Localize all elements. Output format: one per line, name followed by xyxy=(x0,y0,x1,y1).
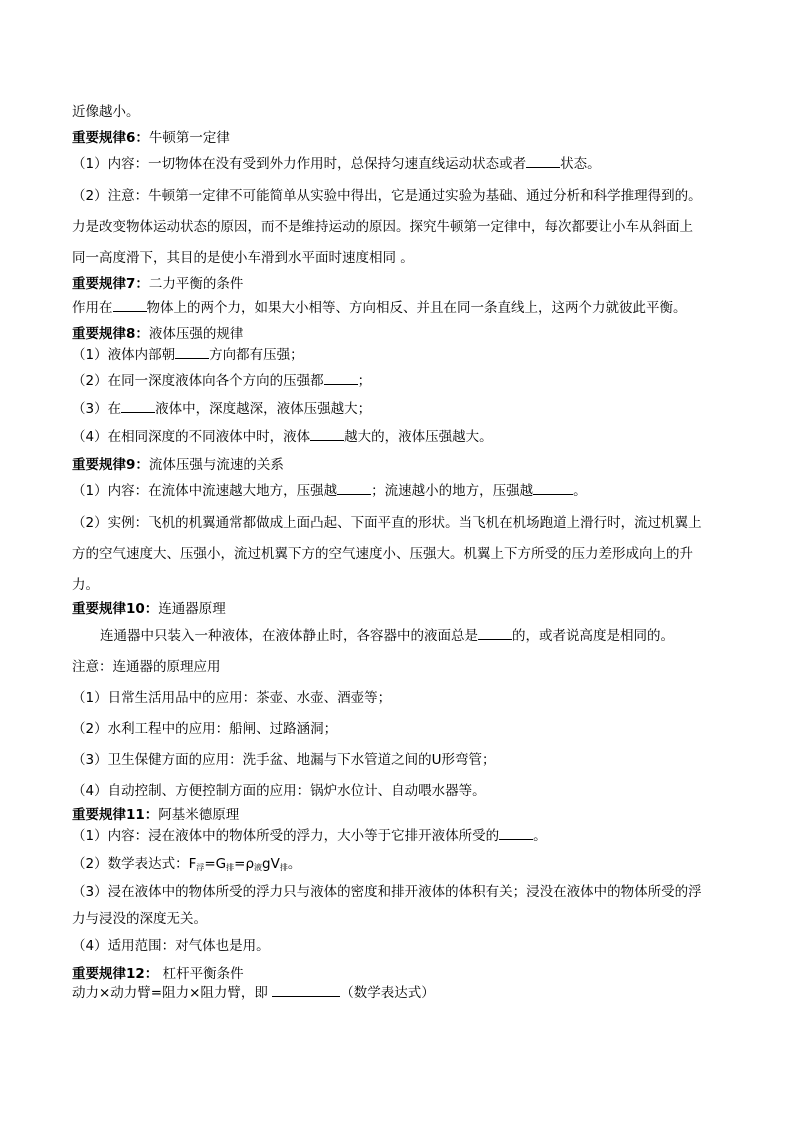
rule-name: 流体压强与流速的关系 xyxy=(148,457,284,473)
text-line: （2）注意：牛顿第一定律不可能简单从实验中得出，它是通过实验为基础、通过分析和科学推理得到的。 xyxy=(72,188,702,204)
fill-blank[interactable] xyxy=(272,984,340,997)
rule-label: 重要规律10： xyxy=(72,601,159,617)
rule-name: 牛顿第一定律 xyxy=(148,130,230,146)
rule-11-heading xyxy=(72,806,732,824)
formula-line: （2）数学表达式：$F_浮=G_排=\rho_液gV_排$。 xyxy=(72,856,302,872)
text-line: 同一高度滑下，其目的是使小车滑到水平面时速度相同 。 xyxy=(72,250,414,266)
rule-name: 阿基米德原理 xyxy=(158,807,240,823)
fill-blank[interactable] xyxy=(310,428,344,441)
fill-blank[interactable] xyxy=(499,827,533,840)
fill-blank[interactable] xyxy=(113,299,147,312)
text-line: 近像越小。 xyxy=(72,104,140,120)
text-line: （1）内容：在流体中流速越大地方，压强越 ；流速越小的地方，压强越 。 xyxy=(72,483,587,499)
text-line: （3）卫生保健方面的应用：洗手盆、地漏与下水管道之间的U形弯管； xyxy=(72,752,496,768)
rule-label: 重要规律7： xyxy=(72,276,149,292)
fill-blank[interactable] xyxy=(121,400,155,413)
rule-label: 重要规律6： xyxy=(72,130,149,146)
rule-name: 杠杆平衡条件 xyxy=(158,966,244,982)
text-line: （2）在同一深度液体向各个方向的压强都 ； xyxy=(72,373,372,389)
text-line: 注意：连通器的原理应用 xyxy=(72,659,221,675)
fill-blank[interactable] xyxy=(337,482,371,495)
rule-10-heading xyxy=(72,600,732,618)
rule-name: 二力平衡的条件 xyxy=(148,276,244,292)
rule-12-heading xyxy=(72,965,732,983)
fill-blank[interactable] xyxy=(526,155,560,168)
text-line: （2）水利工程中的应用：船闸、过路涵洞； xyxy=(72,721,338,737)
text-line: 作用在 物体上的两个力，如果大小相等、方向相反、并且在同一条直线上，这两个力就彼此平衡。 xyxy=(72,300,687,316)
text-line: 动力×动力臂=阻力×阻力臂，即 （数学表达式） xyxy=(72,985,435,1001)
text-line: （4）自动控制、方便控制方面的应用：锅炉水位计、自动喂水器等。 xyxy=(72,783,486,799)
text-line: 力。 xyxy=(72,577,99,593)
rule-label: 重要规律9： xyxy=(72,457,149,473)
rule-7-heading xyxy=(72,275,732,293)
text-line: 力与浸没的深度无关。 xyxy=(72,911,207,927)
text-line: （2）实例：飞机的机翼通常都做成上面凸起、下面平直的形状。当飞机在机场跑道上滑行时，流过机翼上 xyxy=(72,515,702,531)
text-line: 方的空气速度大、压强小，流过机翼下方的空气速度小、压强大。机翼上下方所受的压力差形成向上的升 xyxy=(72,546,693,562)
text-line: （4）在相同深度的不同液体中时，液体 越大的，液体压强越大。 xyxy=(72,429,493,445)
rule-9-heading xyxy=(72,456,732,474)
text-line: （3）浸在液体中的物体所受的浮力只与液体的密度和排开液体的体积有关；浸没在液体中的物体所受的浮 xyxy=(72,884,702,900)
rule-label: 重要规律12： xyxy=(72,966,159,982)
rule-label: 重要规律11： xyxy=(72,807,159,823)
text-line: 力是改变物体运动状态的原因，而不是维持运动的原因。探究牛顿第一定律中，每次都要让小车从斜面上 xyxy=(72,219,693,235)
rule-6-heading xyxy=(72,129,732,147)
fill-blank[interactable] xyxy=(324,372,358,385)
text-line: （1）液体内部朝 方向都有压强； xyxy=(72,347,304,363)
fill-blank[interactable] xyxy=(478,627,512,640)
rule-8-heading xyxy=(72,325,732,343)
fill-blank[interactable] xyxy=(175,346,209,359)
text-line: 连通器中只装入一种液体，在液体静止时，各容器中的液面总是 的，或者说高度是相同的。 xyxy=(100,628,674,644)
rule-name: 液体压强的规律 xyxy=(148,326,244,342)
text-line: （1）内容：浸在液体中的物体所受的浮力，大小等于它排开液体所受的 。 xyxy=(72,828,547,844)
rule-name: 连通器原理 xyxy=(158,601,226,617)
text-line: （4）适用范围：对气体也是用。 xyxy=(72,938,270,954)
text-line: （1）日常生活用品中的应用：茶壶、水壶、酒壶等； xyxy=(72,690,392,706)
text-line: （1）内容：一切物体在没有受到外力作用时，总保持匀速直线运动状态或者 状态。 xyxy=(72,156,601,172)
fill-blank[interactable] xyxy=(533,482,573,495)
text-line: （3）在 液体中，深度越深，液体压强越大； xyxy=(72,401,372,417)
rule-label: 重要规律8： xyxy=(72,326,149,342)
